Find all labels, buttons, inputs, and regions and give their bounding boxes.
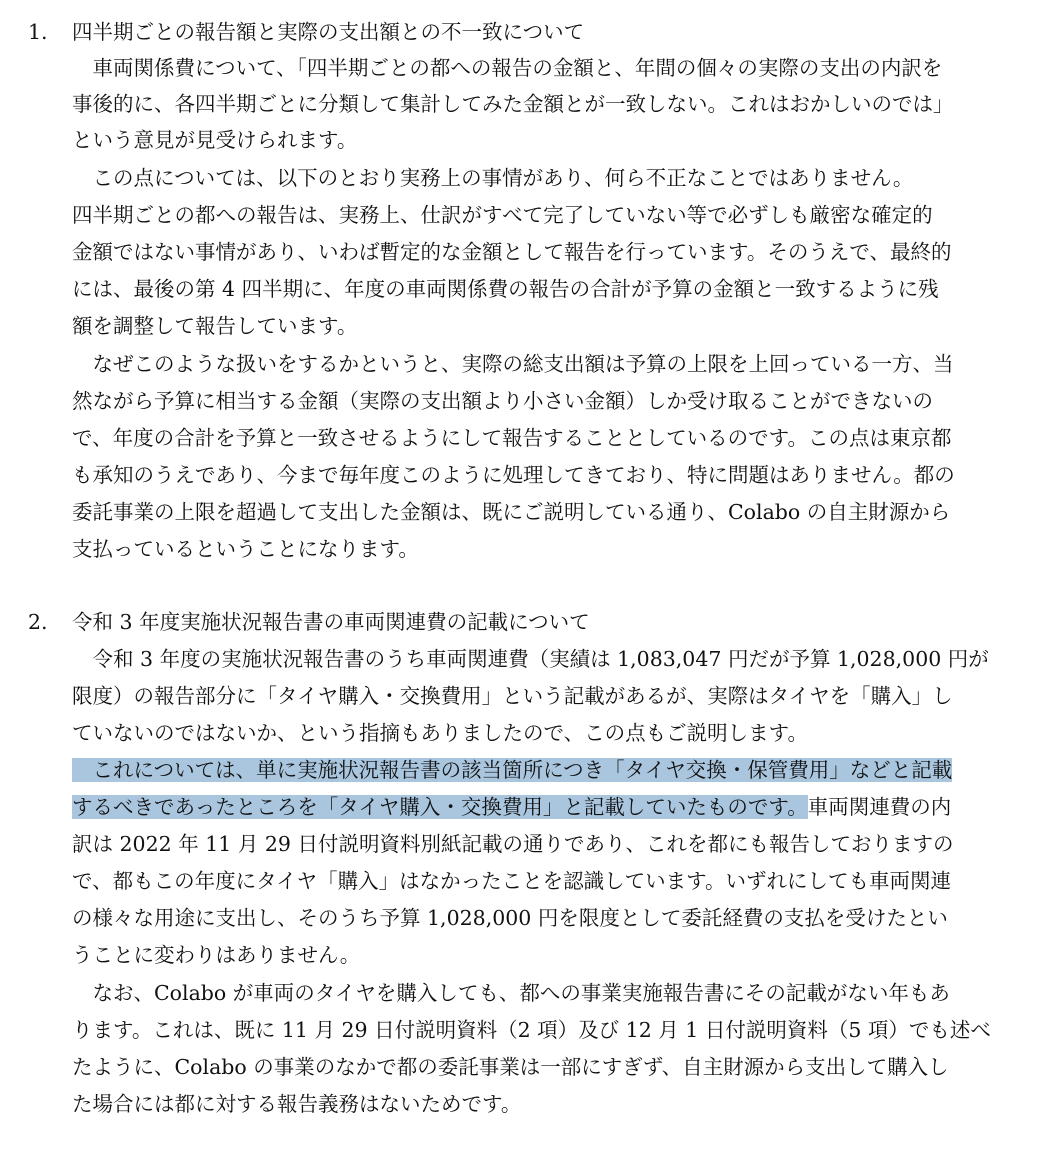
section-2-line: た場合には都に対する報告義務はないためです。 [72,1092,522,1116]
section-1-line: 四半期ごとの都への報告は、実務上、仕訳がすべて完了していない等で必ずしも厳密な確定的 [72,203,933,227]
section-1-line: には、最後の第 4 四半期に、年度の車両関係費の報告の合計が予算の金額と一致するように残 [72,277,939,301]
highlighted-line [72,752,1008,788]
highlighted-line [72,789,1008,825]
section-1-line: 事後的に、各四半期ごとに分類して集計してみた金額とが一致しない。これはおかしいのでは」 [72,92,954,116]
section-1-line: 然ながら予算に相当する金額（実際の支出額より小さい金額）しか受け取ることができないの [72,389,933,413]
section-1-line: 金額ではない事情があり、いわば暫定的な金額として報告を行っています。そのうえで、最終的 [72,240,952,264]
section-2-line: 令和 3 年度の実施状況報告書のうち車両関連費（実績は 1,083,047 円だが予算 1,028,000 円が [72,647,989,671]
section-2-line: で、都もこの年度にタイヤ「購入」はなかったことを認識しています。いずれにしても車両関連 [72,869,952,893]
section-1-number: 1. [28,20,48,44]
section-1-line: で、年度の合計を予算と一致させるようにして報告することとしているのです。この点は東京都 [72,426,952,450]
section-1-line: 車両関係費について、「四半期ごとの都への報告の金額と、年間の個々の実際の支出の内訳を [72,56,943,80]
section-1-line: という意見が見受けられます。 [72,128,358,152]
highlighted-text: するべきであったところを「タイヤ購入・交換費用」と記載していたものです。 [72,795,808,819]
section-2-line: なお、Colabo が車両のタイヤを購入しても、都への事業実施報告書にその記載がない年もあ [72,981,950,1005]
line-tail-text: 車両関連費の内 [807,795,952,819]
section-1-line: 委託事業の上限を超過して支出した金額は、既にご説明している通り、Colabo の自主財源から [72,500,951,524]
section-1-line: なぜこのような扱いをするかというと、実際の総支出額は予算の上限を上回っている一方、当 [72,352,954,376]
highlighted-text: これについては、単に実施状況報告書の該当箇所につき「タイヤ交換・保管費用」などと記載 [72,758,953,782]
section-1-title: 四半期ごとの報告額と実際の支出額との不一致について [72,20,585,44]
section-1-line: 支払っているということになります。 [72,537,419,561]
section-2-line: ります。これは、既に 11 月 29 日付説明資料（2 項）及び 12 月 1 日付説明資料（5 項）でも述べ [72,1018,991,1042]
section-1-heading [28,14,584,50]
section-2-line: 訳は 2022 年 11 月 29 日付説明資料別紙記載の通りであり、これを都にも報告しておりますの [72,832,954,856]
section-2-line: うことに変わりはありません。 [72,943,361,967]
section-2-number: 2. [28,610,48,634]
section-2-line: 限度）の報告部分に「タイヤ購入・交換費用」という記載があるが、実際はタイヤを「購入」し [72,684,953,708]
section-1-line: も承知のうえであり、今まで毎年度このように処理してきており、特に問題はありません。都の [72,463,955,487]
section-2-title: 令和 3 年度実施状況報告書の車両関連費の記載について [72,610,590,634]
section-2-line: たように、Colabo の事業のなかで都の委託事業は一部にすぎず、自主財源から支出して購入し [72,1055,949,1079]
section-2-line: の様々な用途に支出し、そのうち予算 1,028,000 円を限度として委託経費の支払を受けたとい [72,906,948,930]
section-2-heading [28,604,590,640]
section-2-line: ていないのではないか、という指摘もありましたので、この点もご説明します。 [72,721,808,745]
section-1-line: この点については、以下のとおり実務上の事情があり、何ら不正なことではありません。 [72,166,914,190]
section-1-line: 額を調整して報告しています。 [72,314,358,338]
